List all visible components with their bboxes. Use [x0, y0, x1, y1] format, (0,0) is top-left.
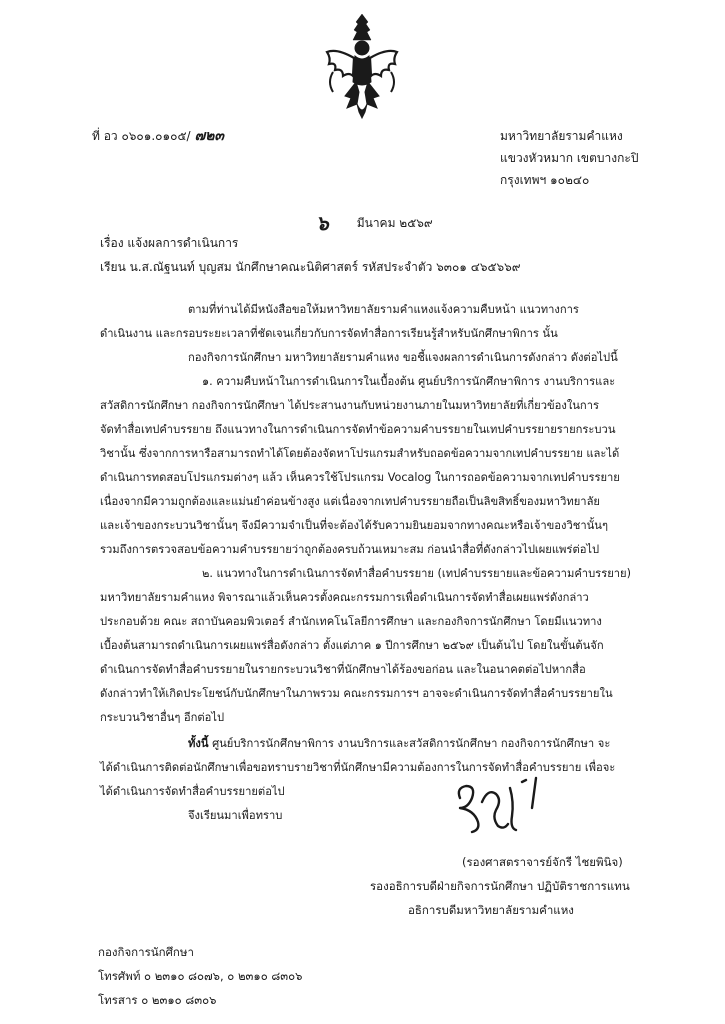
body-line	[188, 734, 610, 752]
date-month-year: มีนาคม ๒๕๖๙	[356, 216, 433, 230]
date-day: ๖	[316, 211, 329, 235]
body-line: ดำเนินงาน และกรอบระยะเวลาที่ชัดเจนเกี่ยวกับการจัดทำสื่อการเรียนรู้สำหรับนักศึกษาพิการ นั้น	[100, 327, 558, 340]
body-line: มหาวิทยาลัยรามคำแหง พิจารณาแล้วเห็นควรตั้งคณะกรรมการเพื่อดำเนินการจัดทำสื่อเผยแพร่ดังกล่าว	[100, 591, 589, 604]
reference-prefix: ที่ อว ๐๖๐๑.๐๑๐๕/	[92, 129, 191, 143]
address-line-1: มหาวิทยาลัยรามคำแหง	[500, 129, 623, 143]
conclusion-keyword: ทั้งนี้	[188, 737, 209, 750]
body-line: ๑. ความคืบหน้าในการดำเนินการในเบื้องต้น ศูนย์บริการนักศึกษาพิการ งานบริการและ	[202, 375, 616, 388]
body-line: เบื้องต้นสามารถดำเนินการเผยแพร่สื่อดังกล่าว ตั้งแต่ภาค ๑ ปีการศึกษา ๒๕๖๙ เป็นต้นไป โดยในขั้นต้นจัก	[100, 639, 604, 652]
body-line: จัดทำสื่อเทปคำบรรยาย ถึงแนวทางในการดำเนินการจัดทำข้อความคำบรรยายในเทปคำบรรยายรายกระบวน	[100, 423, 616, 436]
footer-fax: โทรสาร ๐ ๒๓๑๐ ๘๓๐๖	[98, 993, 217, 1007]
body-line: กระบวนวิชาอื่นๆ อีกต่อไป	[100, 711, 225, 724]
body-line: ๒. แนวทางในการดำเนินการจัดทำสื่อคำบรรยาย (เทปคำบรรยายและข้อความคำบรรยาย)	[202, 567, 631, 580]
footer-phone: โทรศัพท์ ๐ ๒๓๑๐ ๘๐๗๖, ๐ ๒๓๑๐ ๘๓๐๖	[98, 969, 303, 983]
subject-line: เรื่อง แจ้งผลการดำเนินการ	[100, 236, 239, 250]
reference-number: ๗๒๓	[194, 128, 224, 144]
body-line: ได้ดำเนินการติดต่อนักศึกษาเพื่อขอทราบรายวิชาที่นักศึกษามีความต้องการในการจัดทำสื่อคำบรรยาย เพื่อจะ	[100, 761, 616, 774]
body-line: กองกิจการนักศึกษา มหาวิทยาลัยรามคำแหง ขอชี้แจงผลการดำเนินการดังกล่าว ดังต่อไปนี้	[188, 351, 618, 364]
conclusion-text: ศูนย์บริการนักศึกษาพิการ งานบริการและสวัสดิการนักศึกษา กองกิจการนักศึกษา จะ	[212, 737, 611, 750]
document-reference	[92, 125, 224, 147]
signatory-name: (รองศาสตราจารย์จักรี ไชยพินิจ)	[462, 855, 623, 869]
body-line: รวมถึงการตรวจสอบข้อความคำบรรยายว่าถูกต้องครบถ้วนเหมาะสม ก่อนนำสื่อที่ดังกล่าวไปเผยแพร่ต่อไป	[100, 543, 600, 556]
signatory-position: รองอธิการบดีฝ่ายกิจการนักศึกษา ปฏิบัติราชการแทน	[370, 879, 630, 893]
body-line: เนื่องจากมีความถูกต้องและแม่นยำค่อนข้างสูง แต่เนื่องจากเทปคำบรรยายถือเป็นลิขสิทธิ์ของมหาวิทยาลัย	[100, 495, 600, 508]
footer-department: กองกิจการนักศึกษา	[98, 945, 194, 959]
signatory-on-behalf: อธิการบดีมหาวิทยาลัยรามคำแหง	[408, 903, 574, 917]
body-line: และเจ้าของกระบวนวิชานั้นๆ จึงมีความจำเป็นที่จะต้องได้รับความยินยอมจากทางคณะหรือเจ้าของวิชานั้นๆ	[100, 519, 608, 532]
recipient-line: เรียน น.ส.ณัฐนนท์ บุญสม นักศึกษาคณะนิติศาสตร์ รหัสประจำตัว ๖๓๐๑ ๔๖๕๖๖๙	[100, 260, 521, 274]
body-line: ตามที่ท่านได้มีหนังสือขอให้มหาวิทยาลัยรามคำแหงแจ้งความคืบหน้า แนวทางการ	[188, 303, 579, 316]
body-line: ดังกล่าวทำให้เกิดประโยชน์กับนักศึกษาในภาพรวม คณะกรรมการฯ อาจจะดำเนินการจัดทำสื่อคำบรรยายใน	[100, 687, 613, 700]
document-date	[316, 204, 433, 236]
address-line-3: กรุงเทพฯ ๑๐๒๔๐	[500, 173, 590, 187]
body-line: วิชานั้น ซึ่งจากการหารือสามารถทำได้โดยต้องจัดหาโปรแกรมสำหรับถอดข้อความจากเทปคำบรรยาย และได้	[100, 447, 620, 460]
address-line-2: แขวงหัวหมาก เขตบางกะปิ	[500, 151, 639, 165]
handwritten-signature	[452, 768, 552, 840]
garuda-emblem-icon	[323, 12, 401, 122]
body-line: ประกอบด้วย คณะ สถาบันคอมพิวเตอร์ สำนักเทคโนโลยีการศึกษา และกองกิจการนักศึกษา โดยมีแนวทาง	[100, 615, 602, 628]
body-line: ดำเนินการทดสอบโปรแกรมต่างๆ แล้ว เห็นควรใช้โปรแกรม Vocalog ในการถอดข้อความจากเทปคำบรรยาย	[100, 471, 620, 484]
body-line: ได้ดำเนินการจัดทำสื่อคำบรรยายต่อไป	[100, 785, 285, 798]
closing-line: จึงเรียนมาเพื่อทราบ	[188, 809, 283, 822]
body-line: สวัสดิการนักศึกษา กองกิจการนักศึกษา ได้ประสานงานกับหน่วยงานภายในมหาวิทยาลัยที่เกี่ยวข้องในการ	[100, 399, 599, 412]
body-line: ดำเนินการจัดทำสื่อคำบรรยายในรายกระบวนวิชาที่นักศึกษาได้ร้องขอก่อน และในอนาคตต่อไปหากสื่อ	[100, 663, 586, 676]
